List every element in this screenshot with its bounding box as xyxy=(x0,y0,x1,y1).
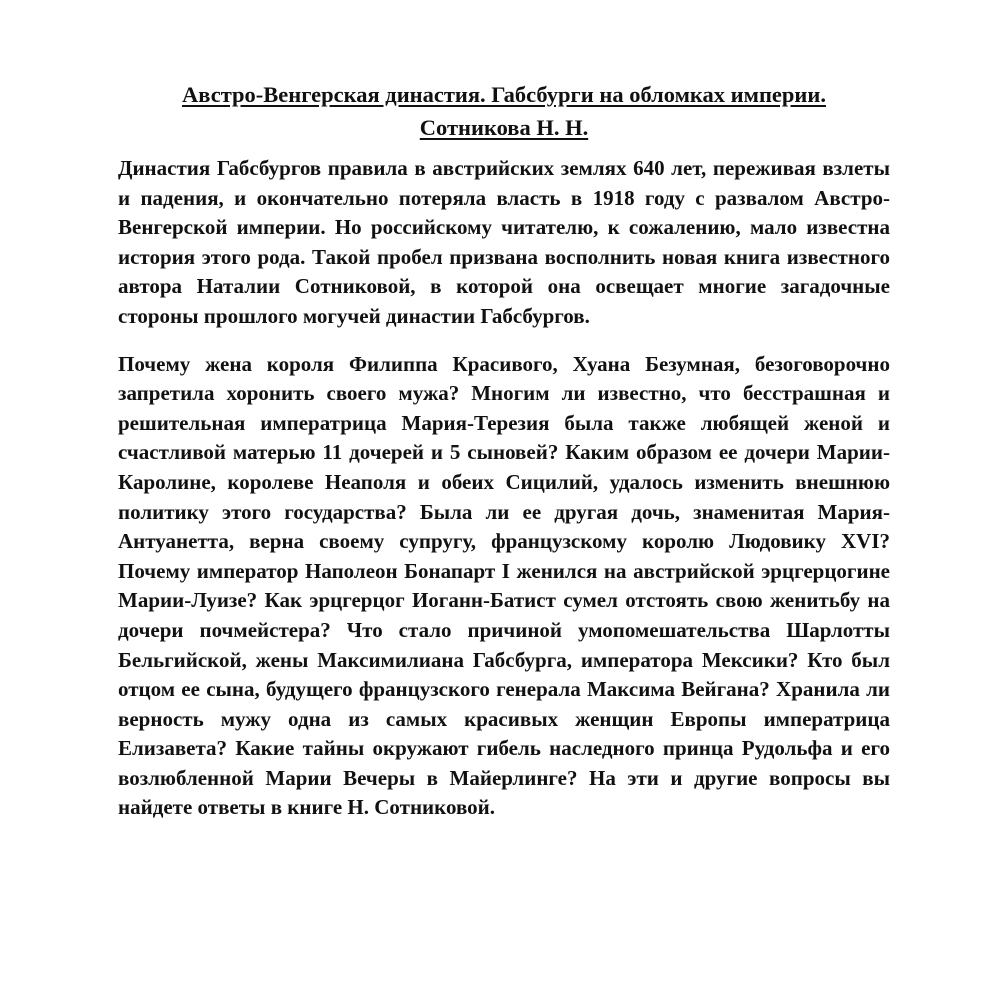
title-line-1: Австро-Венгерская династия. Габсбурги на обломках империи. xyxy=(182,82,826,107)
paragraph-intro: Династия Габсбургов правила в австрийских землях 640 лет, переживая взлеты и падения, и окончательно потеряла власть в 1918 году с развалом Австро-Венгерской империи. Но российскому читателю, к сожалению, мало известна история этого рода. Такой пробел призвана восполнить новая книга известного автора Наталии Сотниковой, в которой она освещает многие загадочные стороны прошлого могучей династии Габсбургов. xyxy=(118,156,890,328)
document-page xyxy=(118,78,890,823)
title-line-2-author: Сотникова Н. Н. xyxy=(419,115,589,140)
document-title xyxy=(118,78,890,144)
paragraph-questions: Почему жена короля Филиппа Красивого, Хуана Безумная, безоговорочно запретила хоронить своего мужа? Многим ли известно, что бесстрашная и решительная императрица Мария-Терезия была также любящей женой и счастливой матерью 11 дочерей и 5 сыновей? Каким образом ее дочери Марии-Каролине, королеве Неаполя и обеих Сицилий, удалось изменить внешнюю политику этого государства? Была ли ее другая дочь, знаменитая Мария-Антуанетта, верна своему супругу, французскому королю Людовику XVI? Почему император Наполеон Бонапарт I женился на австрийской эрцгерцогине Марии-Луизе? Как эрцгерцог Иоганн-Батист сумел отстоять свою женитьбу на дочери почмейстера? Что стало причиной умопомешательства Шарлотты Бельгийской, жены Максимилиана Габсбурга, императора Мексики? Кто был отцом ее сына, будущего французского генерала Максима Вейгана? Хранила ли верность мужу одна из самых красивых женщин Европы императрица Елизавета? Какие тайны окружают гибель наследного принца Рудольфа и его возлюбленной Марии Вечеры в Майерлинге? На эти и другие вопросы вы найдете ответы в книге Н. Сотниковой. xyxy=(118,351,890,820)
